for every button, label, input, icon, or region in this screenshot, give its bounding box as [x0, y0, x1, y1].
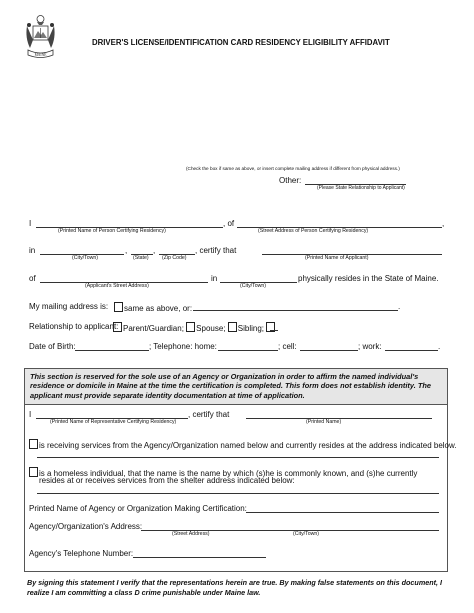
cap-street: (Street Address) [172, 531, 210, 537]
row2-certify: , certify that [195, 246, 237, 255]
row3-in: in [211, 274, 218, 283]
agency-section [24, 404, 448, 572]
cap-state: (State) [133, 255, 149, 261]
cap-certifier-street: (Street Address of Person Certifying Residency) [258, 228, 369, 234]
row1-of: , of [223, 219, 235, 228]
mailing-same-option [114, 302, 192, 313]
check-note: (Check the box if same as above, or insert complete mailing address if different from physical address.) [186, 166, 400, 171]
org-name-field[interactable] [246, 512, 439, 513]
sibling-checkbox[interactable] [228, 322, 237, 332]
footer-statement: By signing this statement I verify that the representations herein are true. By making false statements on this document, I realize I am committing a class D crime punishable under Maine law. [27, 578, 442, 598]
cap-city: (City/Town) [72, 255, 98, 261]
page-title: DRIVER'S LICENSE/IDENTIFICATION CARD RESIDENCY ELIGIBILITY AFFIDAVIT [92, 38, 390, 47]
svg-text:MAINE: MAINE [34, 52, 47, 57]
agency-phone-label: Agency's Telephone Number: [29, 549, 134, 558]
row1-end: , [442, 219, 445, 228]
org-address-label: Agency/Organization's Address: [29, 522, 143, 531]
cap-applicant-street: (Applicant's Street Address) [85, 283, 149, 289]
cap-applicant-city: (City/Town) [240, 283, 266, 289]
row2-c1: , [125, 246, 128, 255]
receiving-extra-line[interactable] [37, 457, 439, 458]
row2-prefix: in [29, 246, 36, 255]
parent-guardian-label: Parent/Guardian; [123, 324, 184, 333]
dob-end: . [438, 342, 441, 351]
row2-c2: , [153, 246, 156, 255]
home-phone-field[interactable] [218, 350, 278, 351]
mailing-end: . [398, 302, 401, 311]
agency-certify: , certify that [188, 410, 230, 419]
sibling-label: Sibling; [237, 324, 265, 333]
cell-label: ; cell: [278, 342, 297, 351]
other-caption: (Please State Relationship to Applicant) [317, 185, 405, 191]
cell-phone-field[interactable] [300, 350, 358, 351]
mailing-label: My mailing address is: [29, 302, 109, 311]
homeless-checkbox[interactable] [29, 467, 38, 477]
row1-prefix: I [29, 219, 32, 228]
receiving-services-label: is receiving services from the Agency/Organization named below and currently resides at the address indicated below. [39, 441, 457, 450]
agency-notice-text: This section is reserved for the sole use of an Agency or Organization in order to affirm the named individual's residence or domicile in Maine at the time the certification is completed. This form does not establish identity. The applicant must provide separate identity documentation at time of application. [30, 372, 431, 400]
homeless-label-2: resides at or receives services from the shelter address indicated below: [39, 476, 295, 485]
mailing-address-field[interactable] [193, 310, 398, 311]
receiving-services-checkbox[interactable] [29, 439, 38, 449]
same-as-above-label: same as above, or: [124, 304, 193, 313]
same-as-above-checkbox[interactable] [114, 302, 123, 312]
parent-guardian-checkbox[interactable] [113, 322, 122, 332]
work-phone-field[interactable] [385, 350, 438, 351]
dob-label: Date of Birth: [29, 342, 76, 351]
org-name-label: Printed Name of Agency or Organization Making Certification: [29, 504, 247, 513]
spouse-checkbox[interactable] [186, 322, 195, 332]
homeless-label-1: is a homeless individual, that the name is the name by which (s)he is commonly known, and (s)he currently [39, 469, 418, 478]
cap-zip: (Zip Code) [162, 255, 187, 261]
agency-prefix: I [29, 410, 32, 419]
agency-notice [24, 368, 448, 405]
cap-applicant-name: (Printed Name of Applicant) [305, 255, 369, 261]
home-phone-label: ; Telephone: home: [149, 342, 217, 351]
shelter-address-line[interactable] [37, 493, 439, 494]
spouse-label: Spouse; [196, 324, 226, 333]
cap-certifier-name: (Printed Name of Person Certifying Residency) [58, 228, 166, 234]
receiving-option [29, 439, 457, 450]
relationship-options [113, 322, 276, 333]
cap-agency-name: (Printed Name) [306, 419, 342, 425]
work-label: ; work: [358, 342, 382, 351]
cap-representative: (Printed Name of Representative Certifying Residency) [50, 419, 177, 425]
cap-org-city: (City/Town) [293, 531, 319, 537]
row3-resides: physically resides in the State of Maine. [298, 274, 439, 283]
agency-phone-field[interactable] [133, 557, 266, 558]
maine-state-seal [24, 12, 57, 62]
other-relationship-field[interactable] [270, 330, 278, 331]
dob-field[interactable] [75, 350, 149, 351]
relationship-label: Relationship to applicant: [29, 322, 119, 331]
other-label: Other: [279, 176, 302, 185]
row3-prefix: of [29, 274, 36, 283]
